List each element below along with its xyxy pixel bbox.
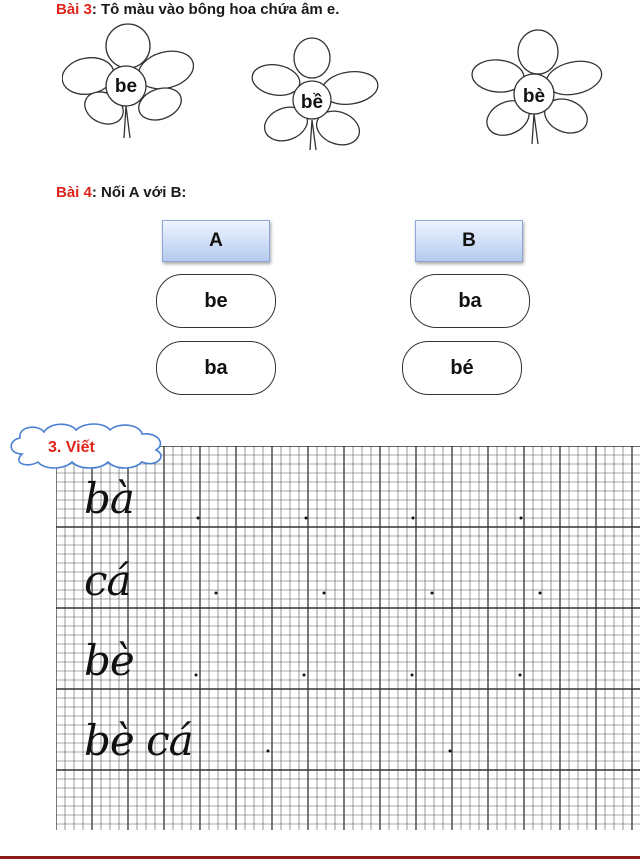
guide-dot: [305, 517, 308, 520]
handwriting-grid[interactable]: [56, 446, 640, 830]
guide-dot: [323, 592, 326, 595]
writing-row-4: bè cá: [84, 716, 193, 765]
writing-row-1: bà: [84, 474, 134, 523]
guide-dot: [449, 750, 452, 753]
exercise-3-heading: [56, 1, 339, 18]
guide-dot: [215, 592, 218, 595]
grid-lines: [56, 446, 640, 830]
guide-dot: [520, 517, 523, 520]
writing-title: 3. Viết: [48, 439, 95, 456]
flower-3-label: bè: [522, 86, 546, 107]
guide-dot: [412, 517, 415, 520]
column-a-header: A: [162, 220, 270, 262]
flower-1-label: be: [114, 76, 138, 97]
exercise-4-number: Bài 4: [56, 184, 92, 201]
guide-dot: [195, 674, 198, 677]
column-a-item-2[interactable]: ba: [156, 341, 276, 395]
guide-dot: [539, 592, 542, 595]
guide-dot: [197, 517, 200, 520]
column-a-item-1[interactable]: be: [156, 274, 276, 328]
guide-dot: [519, 674, 522, 677]
exercise-3-instruction: : Tô màu vào bông hoa chứa âm e.: [91, 1, 340, 18]
footer-rule: [0, 856, 640, 859]
guide-dot: [411, 674, 414, 677]
guide-dot: [431, 592, 434, 595]
flower-2[interactable]: [250, 36, 380, 152]
flower-2-label: bề: [300, 92, 324, 113]
exercise-4-heading: [56, 184, 186, 201]
column-b-item-2[interactable]: bé: [402, 341, 522, 395]
writing-row-2: cá: [84, 556, 131, 605]
guide-dot: [303, 674, 306, 677]
exercise-3-number: Bài 3: [56, 1, 92, 18]
column-b-item-1[interactable]: ba: [410, 274, 530, 328]
guide-dot: [267, 750, 270, 753]
writing-row-3: bè: [84, 636, 134, 685]
column-b-header: B: [415, 220, 523, 262]
flower-3[interactable]: [470, 28, 604, 148]
flower-1[interactable]: [62, 22, 194, 142]
exercise-4-instruction: : Nối A với B:: [91, 184, 187, 201]
